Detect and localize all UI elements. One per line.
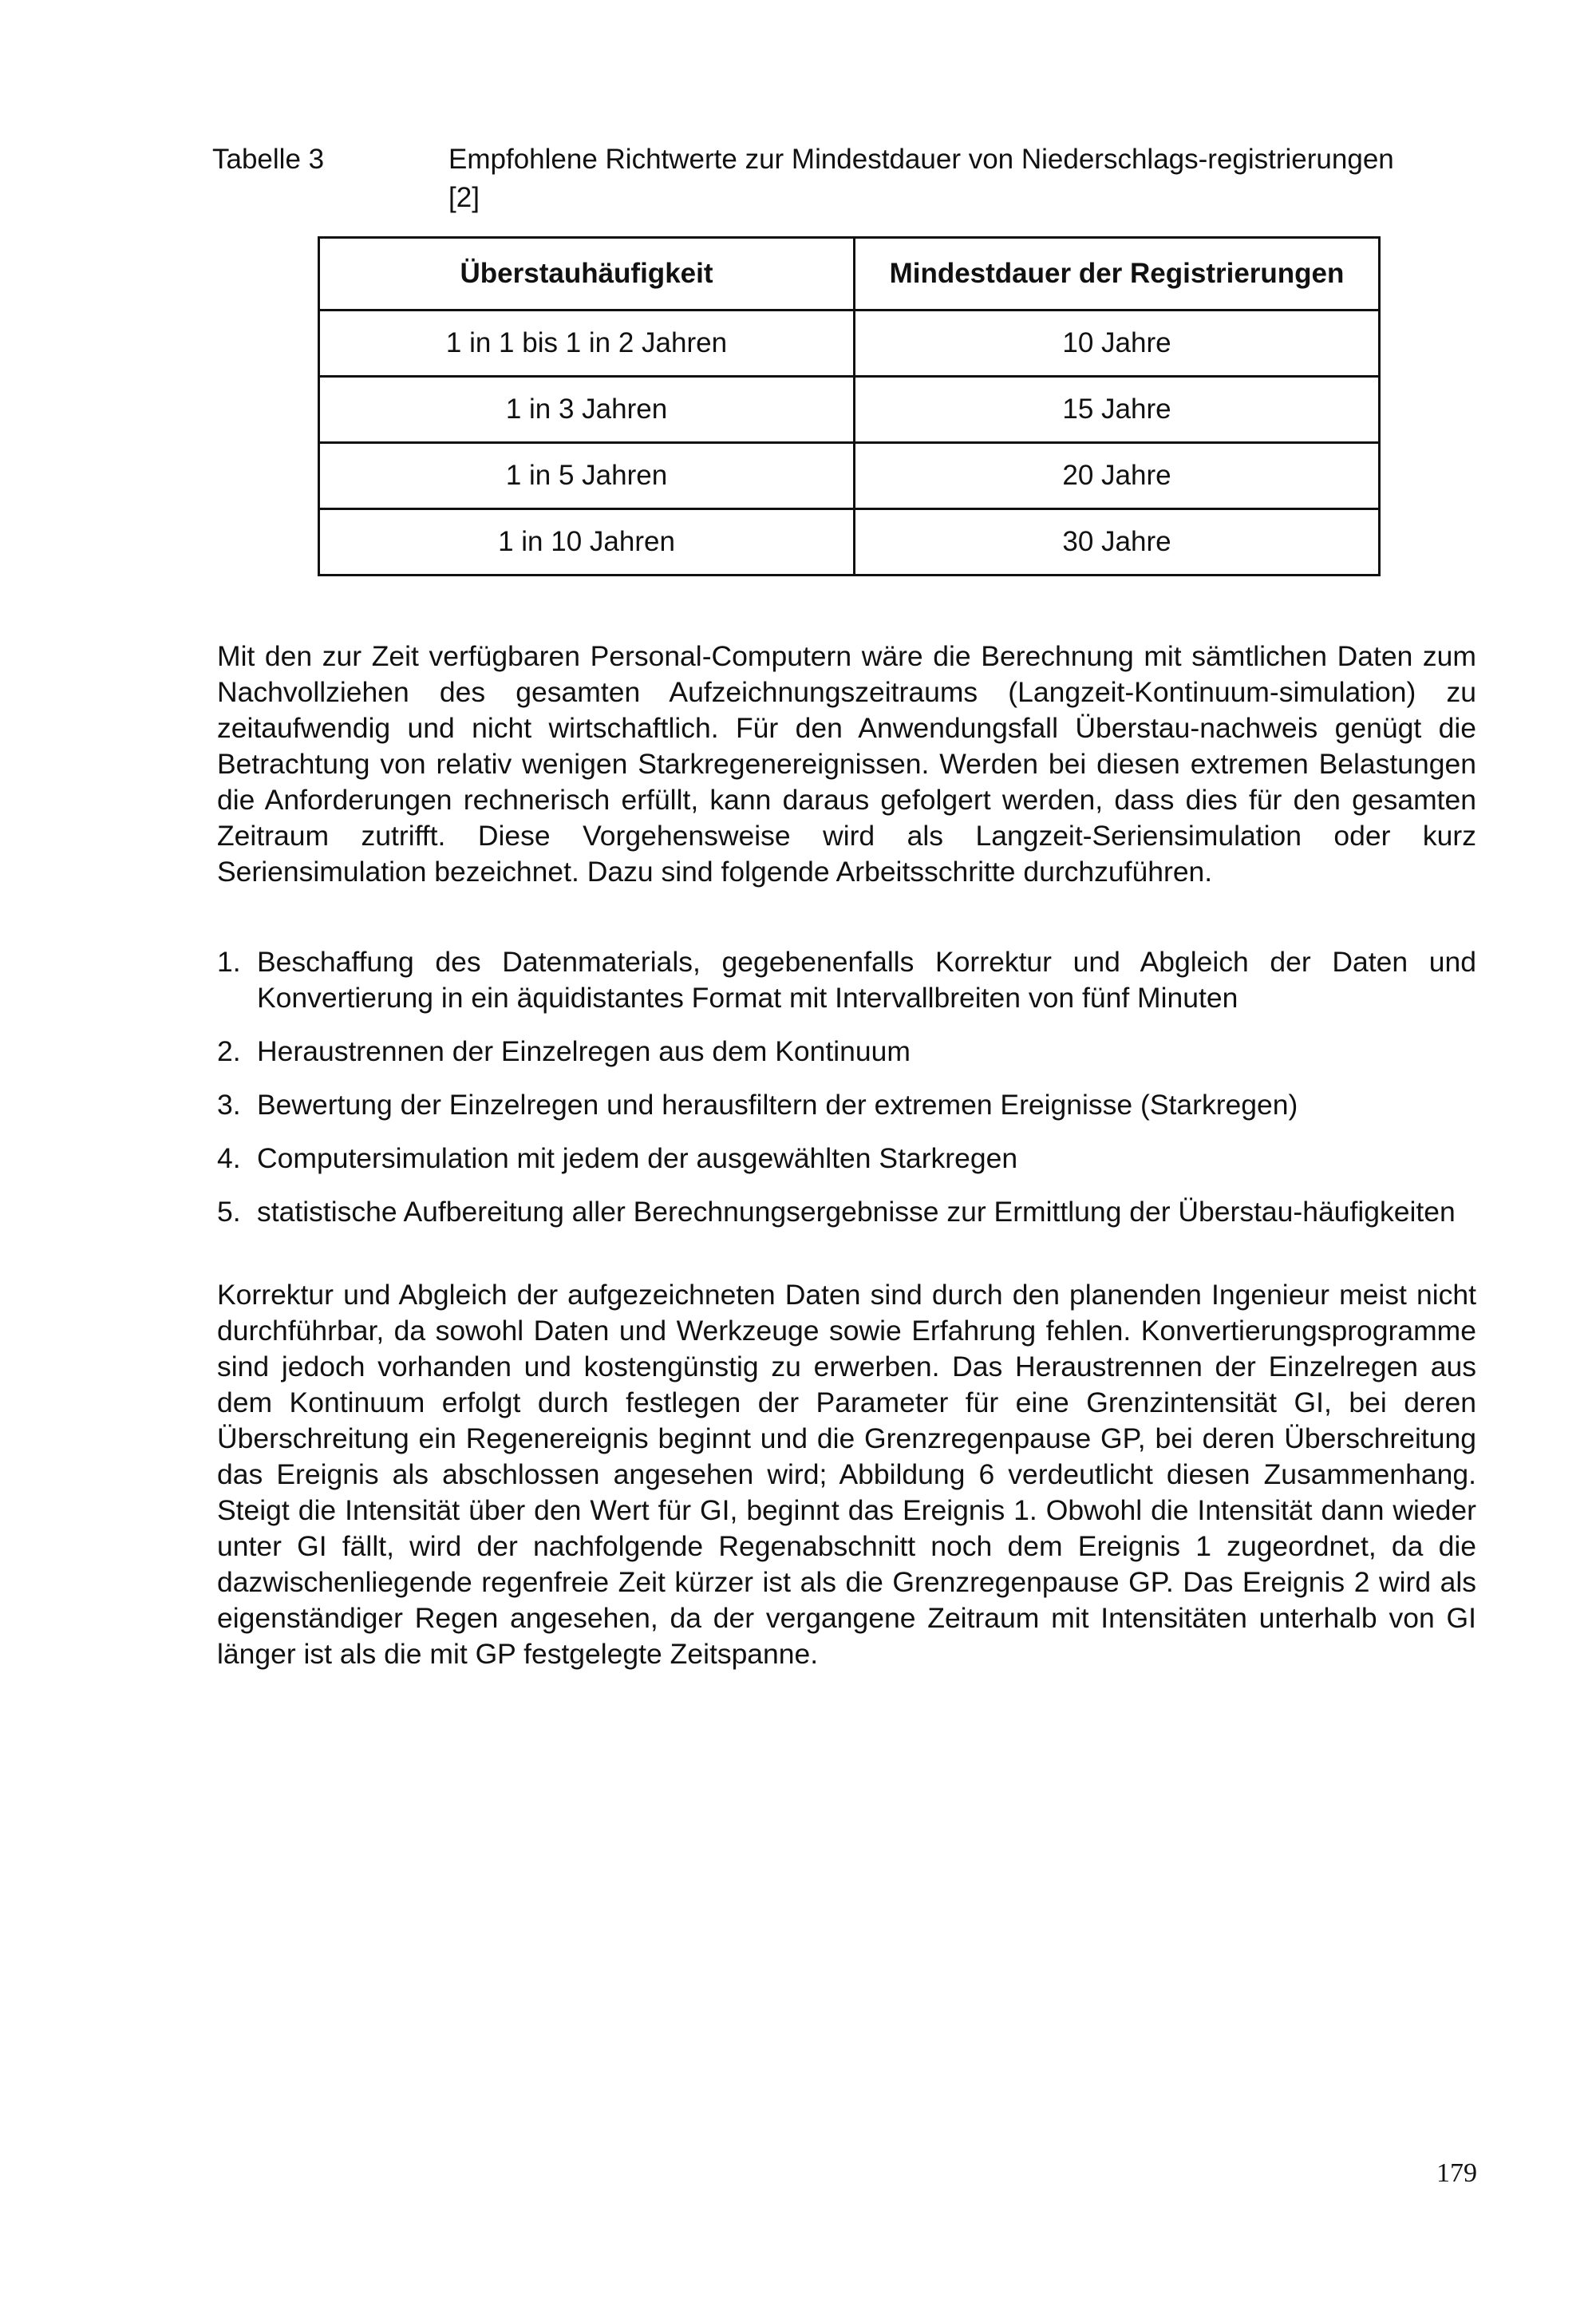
cell-frequency: 1 in 10 Jahren — [319, 509, 855, 576]
list-text: Computersimulation mit jedem der ausgewählten Starkregen — [257, 1142, 1018, 1174]
table-header-row — [319, 238, 1380, 311]
header-min-duration: Mindestdauer der Registrierungen — [855, 238, 1380, 311]
list-text: Heraustrennen der Einzelregen aus dem Kontinuum — [257, 1035, 911, 1067]
list-number: 2. — [217, 1035, 241, 1067]
table-row — [319, 311, 1380, 377]
cell-frequency: 1 in 5 Jahren — [319, 443, 855, 509]
list-number: 1. — [217, 946, 241, 978]
cell-duration: 30 Jahre — [855, 509, 1380, 576]
table-row — [319, 443, 1380, 509]
precipitation-table — [318, 236, 1381, 576]
list-item — [217, 1034, 1476, 1070]
work-steps-list — [217, 944, 1476, 1248]
paragraph-intro: Mit den zur Zeit verfügbaren Personal-Computern wäre die Berechnung mit sämtlichen Daten zum Nachvollziehen des gesamten Aufzeichnungszeitraums (Langzeit-Kontinuum-simulation) zu zeitaufwendig und nicht wirtschaftlich. Für den Anwendungsfall Überstau-nachweis genügt die Betrachtung von relativ wenigen Starkregenereignissen. Werden bei diesen extremen Belastungen die Anforderungen rechnerisch erfüllt, kann daraus gefolgert werden, dass dies für den gesamten Zeitraum zutrifft. Diese Vorgehensweise wird als Langzeit-Seriensimulation oder kurz Seriensimulation bezeichnet. Dazu sind folgende Arbeitsschritte durchzuführen. — [217, 640, 1476, 888]
table-row — [319, 509, 1380, 576]
cell-frequency: 1 in 3 Jahren — [319, 377, 855, 443]
table-label: Tabelle 3 — [212, 144, 325, 175]
list-number: 5. — [217, 1196, 241, 1228]
paragraph-correction: Korrektur und Abgleich der aufgezeichneten Daten sind durch den planenden Ingenieur meist nicht durchführbar, da sowohl Daten und Werkzeuge sowie Erfahrung fehlen. Konvertierungsprogramme sind jedoch vorhanden und kostengünstig zu erwerben. Das Heraustrennen der Einzelregen aus dem Kontinuum erfolgt durch festlegen der Parameter für eine Grenzintensität GI, bei deren Überschreitung ein Regenereignis beginnt und die Grenzregenpause GP, bei deren Überschreitung das Ereignis als abschlossen angesehen wird; Abbildung 6 verdeutlicht diesen Zusammenhang. Steigt die Intensität über den Wert für GI, beginnt das Ereignis 1. Obwohl die Intensität dann wieder unter GI fällt, wird der nachfolgende Regenabschnitt noch dem Ereignis 1 zugeordnet, da die dazwischenliegende regenfreie Zeit kürzer ist als die Grenzregenpause GP. Das Ereignis 2 wird als eigenständiger Regen angesehen, da der vergangene Zeitraum mit Intensitäten unterhalb von GI länger ist als die mit GP festgelegte Zeitspanne. — [217, 1279, 1476, 1670]
list-text: Bewertung der Einzelregen und herausfiltern der extremen Ereignisse (Starkregen) — [257, 1089, 1298, 1121]
list-text: Beschaffung des Datenmaterials, gegebenenfalls Korrektur und Abgleich der Daten und Konvertierung in ein äquidistantes Format mit Intervallbreiten von fünf Minuten — [257, 946, 1476, 1014]
cell-frequency: 1 in 1 bis 1 in 2 Jahren — [319, 311, 855, 377]
page-number: 179 — [1436, 2158, 1477, 2188]
list-number: 3. — [217, 1089, 241, 1121]
header-frequency: Überstauhäufigkeit — [319, 238, 855, 311]
cell-duration: 15 Jahre — [855, 377, 1380, 443]
table-row — [319, 377, 1380, 443]
cell-duration: 10 Jahre — [855, 311, 1380, 377]
table-title: Empfohlene Richtwerte zur Mindestdauer von Niederschlags-registrierungen [2] — [448, 144, 1394, 213]
cell-duration: 20 Jahre — [855, 443, 1380, 509]
list-item — [217, 1141, 1476, 1177]
list-item — [217, 944, 1476, 1016]
list-item — [217, 1087, 1476, 1123]
list-text: statistische Aufbereitung aller Berechnungsergebnisse zur Ermittlung der Überstau-häufigkeiten — [257, 1196, 1456, 1228]
list-item — [217, 1194, 1476, 1230]
list-number: 4. — [217, 1142, 241, 1174]
